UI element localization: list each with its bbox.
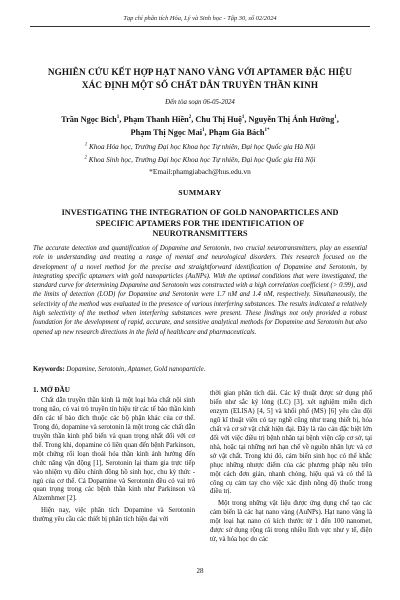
author-name: Phạm Thanh Hiền: [123, 115, 189, 124]
summary-heading: SUMMARY: [178, 188, 222, 197]
author-affiliation-mark: 1: [334, 115, 337, 121]
keywords-line: [33, 366, 367, 373]
title-vietnamese-line-1: NGHIÊN CỨU KẾT HỢP HẠT NANO VÀNG VỚI APTAMER ĐẶC HIỆU: [47, 67, 353, 77]
journal-header: Tạp chí phân tích Hóa, Lý và Sinh học - Tập 30, số 02/2024: [123, 15, 277, 22]
author-name: Nguyễn Thị Ánh Hường: [248, 115, 335, 124]
title-english-line-2: SPECIFIC APTAMERS FOR THE IDENTIFICATION OF: [95, 218, 305, 228]
affiliation-mark: 1: [84, 142, 88, 148]
author-line-2: Phạm Thị Ngọc Mai$^1$, Phạm Gia Bách$^{1*}$: [130, 128, 270, 137]
author-line-1: Trần Ngọc Bích$^1$, Phạm Thanh Hiền$^2$, Chu Thị Huệ$^1$, Nguyễn Thị Ánh Hường$^1$,: [61, 115, 339, 124]
title-english: [30, 208, 370, 240]
abstract-text: The accurate detection and quantification of Dopamine and Serotonin, two crucial neurotransmitters, play an essential role in understanding and treating a range of mental and neurological disorders. This research focused on the development of a novel method for the precise and straightforward identification of Dopamine and Serotonin, by integrating specific aptamers with gold nanoparticles (AuNPs). With the optimal conditions that were investigated, the standard curve for determining Dopamine and Serotonin was constructed with a high correlation coefficient (> 0.99), and the limits of detection (LOD) for Dopamine and Serotonin were 1.7 nM and 1.4 nM, respectively. Simultaneously, the selectivity of the method was evaluated in the presence of various interfering substances. The results indicated a relatively high selectivity of the method when interfering substances were present. These findings not only provided a robust foundation for the development of rapid, accurate, and sensitive analytical methods for Dopamine and Serotonin but also opened up new research directions in the field of healthcare and pharmaceuticals.: [33, 245, 367, 336]
body-paragraph: Hiện nay, việc phân tích Dopamine và Serotonin thường yêu cầu các thiết bị phân tích hiện đại với: [33, 507, 195, 524]
author-name: Phạm Thị Ngọc Mai: [130, 128, 203, 137]
affiliation-1: [30, 143, 370, 152]
page-number: 28: [196, 567, 204, 575]
body-column-left: [33, 386, 195, 528]
header-rule: [30, 26, 370, 27]
author-affiliation-mark: 1: [116, 115, 120, 121]
body-paragraph: Một trong những vật liệu được ứng dụng chế tạo các cảm biến là các hạt nano vàng (AuNPs). Hạt nano vàng là một loại hạt nano có kích thước từ 1 đến 100 nanomet, được sử dụng rộng rãi trong nhiều lĩnh vực như y tế, điện tử, và hóa học do các: [210, 500, 372, 544]
title-vietnamese-line-2: XÁC ĐỊNH MỘT SỐ CHẤT DẪN TRUYỀN THẦN KINH: [81, 79, 319, 90]
title-vietnamese: [30, 66, 370, 91]
section-heading-introduction: 1. MỞ ĐẦU: [33, 386, 70, 394]
body-column-right: [210, 390, 372, 548]
title-english-line-3: NEUROTRANSMITTERS: [152, 229, 248, 238]
keywords-text: Dopamine, Serotonin, Aptamer, Gold nanoparticle.: [66, 366, 206, 373]
affiliation-2: [30, 156, 370, 165]
affiliation-text: Khoa Sinh học, Trường Đại học Khoa học Tự nhiên, Đại học Quốc gia Hà Nội: [88, 156, 316, 164]
author-affiliation-mark: 1*: [264, 128, 270, 134]
title-english-line-1: INVESTIGATING THE INTEGRATION OF GOLD NANOPARTICLES AND: [61, 208, 339, 217]
author-name: Chu Thị Huệ: [195, 115, 242, 124]
author-affiliation-mark: 2: [188, 115, 192, 121]
received-date: Đến tòa soạn 06-05-2024: [165, 99, 235, 106]
body-paragraph: thời gian phân tích dài. Các kỹ thuật được sử dụng phổ biến như sắc ký lỏng (LC) [3], xét nghiệm miễn dịch enzym (ELISA) [4, 5] và khối phổ (MS) [6] yêu cầu đội ngũ kĩ thuật viên có tay nghề cũng như trang thiết bị, hóa chất và cơ sở vật chất hiện đại. Đây là rào cản đặc biệt lớn đối với việc điều trị bệnh nhân tại bệnh viện cấp cơ sở, tại nhà, hoặc tại những nơi hạn chế về nguồn nhân lực và cơ sở vật chất. Trong khi đó, cảm biến sinh học có thể khắc phục những nhược điểm của các phương pháp nêu trên một cách đơn giản, nhanh chóng, hiệu quả và có thể là công cụ cảm tay cho việc xác định nồng độ thuốc trong điều trị.: [210, 390, 372, 496]
affiliation-mark: 2: [84, 155, 87, 161]
corresponding-email: *Email:phamgiabach@hus.edu.vn: [149, 167, 251, 176]
keywords-label: Keywords:: [33, 366, 65, 373]
affiliation-text: Khoa Hóa học, Trường Đại học Khoa học Tự nhiên, Đại học Quốc gia Hà Nội: [89, 143, 316, 151]
author-list: [30, 113, 370, 139]
author-name: Trần Ngọc Bích: [61, 115, 117, 124]
author-affiliation-mark: 1: [241, 115, 245, 121]
author-name: Phạm Gia Bách: [208, 128, 265, 137]
author-affiliation-mark: 1: [202, 128, 205, 134]
body-paragraph: Chất dẫn truyền thần kinh là một loại hóa chất nội sinh trong não, có vai trò truyền tín hiệu từ các tế bào thần kinh đến các tế bào đích thuộc các bộ phận khác của cơ thể. Trong đó, dopamine và serotonin là một trong các chất dẫn truyền thần kinh phổ biến và quan trọng nhất đối với cơ thể. Trong khi, dopamine có liên quan đến bệnh Parkinson, một chứng rối loạn thoái hóa thần kinh ảnh hưởng đến chức năng vận động [1], Serotonin lại tham gia trực tiếp vào nhiệm vụ điều chỉnh đồng hồ sinh học, chu kỳ thức - ngủ của cơ thể. Cả Dopamine và Serotonin đều có vai trò quan trọng trong các bệnh thần kinh như Parkinson và Alzemhmer [2].: [33, 396, 195, 503]
